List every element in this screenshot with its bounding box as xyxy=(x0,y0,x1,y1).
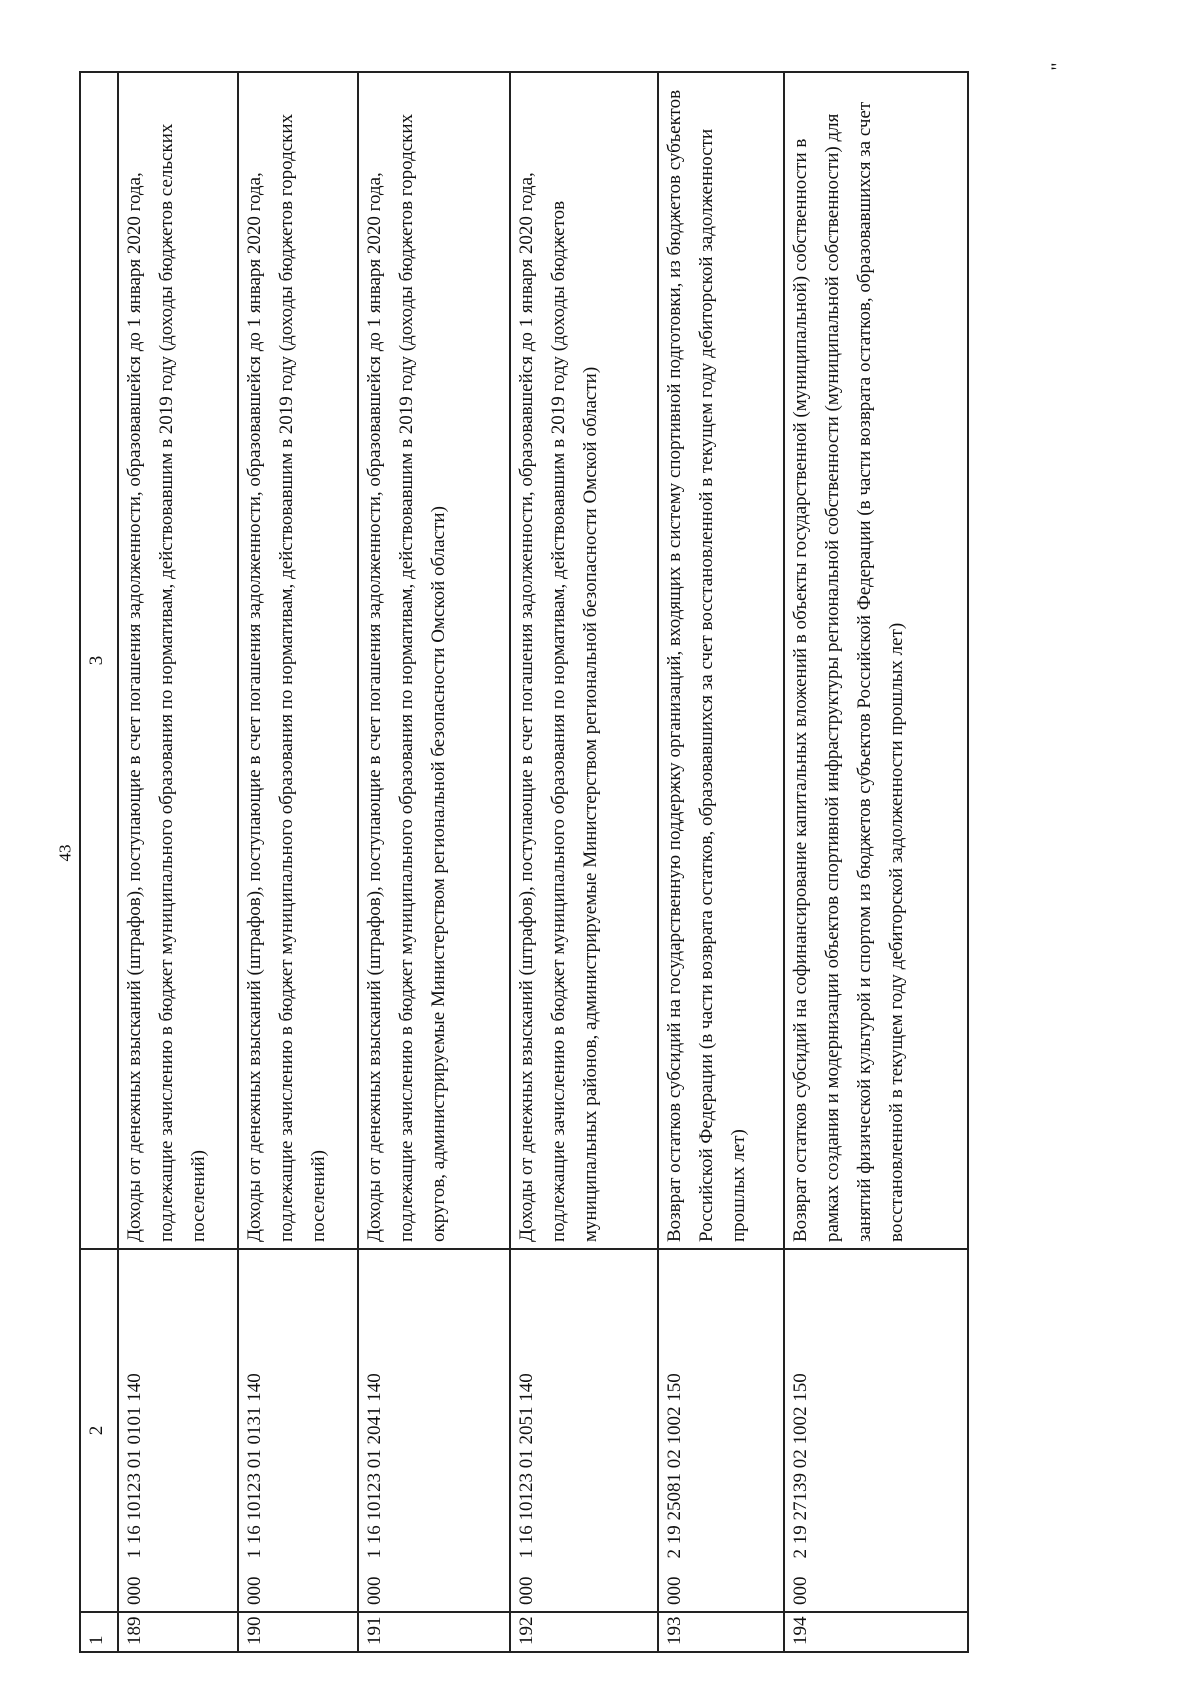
table-row xyxy=(118,72,238,1652)
code-prefix: 000 xyxy=(124,1576,145,1605)
table-row xyxy=(784,72,968,1652)
table-row xyxy=(510,72,658,1652)
table-frame xyxy=(79,73,1067,1653)
column-header-2: 2 xyxy=(80,1249,118,1612)
revenue-description: Доходы от денежных взысканий (штрафов), поступающие в счет погашения задолженности, образовавшейся до 1 января 2020 года, подлежащие зачислению в бюджет муниципального образования по нормативам, действовавшим в 2019 году (доходы бюджетов городских округов, администрируемые Министерством региональной безопасности Омской области) xyxy=(358,72,510,1249)
code-prefix: 000 xyxy=(244,1576,265,1605)
row-number: 193 xyxy=(658,1612,784,1652)
code-value: 1 16 10123 01 2051 140 xyxy=(516,1373,537,1559)
code-value: 2 19 25081 02 1002 150 xyxy=(664,1373,685,1559)
row-number: 192 xyxy=(510,1612,658,1652)
budget-code xyxy=(358,1249,510,1612)
revenue-description: Возврат остатков субсидий на государственную поддержку организаций, входящих в систему спортивной подготовки, из бюджетов субъектов Российской Федерации (в части возврата остатков, образовавшихся за счет восстановленной в текущем году дебиторской задолженности прошлых лет) xyxy=(658,72,784,1249)
table-row xyxy=(238,72,358,1652)
table-row xyxy=(358,72,510,1652)
code-value: 1 16 10123 01 0101 140 xyxy=(124,1373,145,1559)
code-prefix: 000 xyxy=(790,1576,811,1605)
code-prefix: 000 xyxy=(364,1576,385,1605)
budget-code xyxy=(238,1249,358,1612)
row-number: 189 xyxy=(118,1612,238,1652)
budget-code xyxy=(118,1249,238,1612)
row-number: 190 xyxy=(238,1612,358,1652)
budget-code xyxy=(784,1249,968,1612)
revenue-description: Доходы от денежных взысканий (штрафов), поступающие в счет погашения задолженности, образовавшейся до 1 января 2020 года, подлежащие зачислению в бюджет муниципального образования по нормативам, действовавшим в 2019 году (доходы бюджетов сельских поселений) xyxy=(118,72,238,1249)
revenue-codes-table xyxy=(79,71,969,1653)
revenue-description: Возврат остатков субсидий на софинансирование капитальных вложений в объекты государственной (муниципальной) собственности в рамках создания и модернизации объектов спортивной инфраструктуры региональной собственности (муниципальной собственности) для занятий физической культурой и спортом из бюджетов субъектов Российской Федерации (в части возврата остатков, образовавшихся за счет восстановленной в текущем году дебиторской задолженности прошлых лет) xyxy=(784,72,968,1249)
table-row xyxy=(658,72,784,1652)
row-number: 194 xyxy=(784,1612,968,1652)
header-row xyxy=(80,72,118,1652)
column-header-1: 1 xyxy=(80,1612,118,1652)
closing-quote-mark: " xyxy=(1047,62,1070,71)
budget-code xyxy=(658,1249,784,1612)
code-value: 2 19 27139 02 1002 150 xyxy=(790,1373,811,1559)
row-number: 191 xyxy=(358,1612,510,1652)
revenue-description: Доходы от денежных взысканий (штрафов), поступающие в счет погашения задолженности, образовавшейся до 1 января 2020 года, подлежащие зачислению в бюджет муниципального образования по нормативам, действовавшим в 2019 году (доходы бюджетов муниципальных районов, администрируемые Министерством региональной безопасности Омской области) xyxy=(510,72,658,1249)
code-prefix: 000 xyxy=(516,1576,537,1605)
revenue-description: Доходы от денежных взысканий (штрафов), поступающие в счет погашения задолженности, образовавшейся до 1 января 2020 года, подлежащие зачислению в бюджет муниципального образования по нормативам, действовавшим в 2019 году (доходы бюджетов городских поселений) xyxy=(238,72,358,1249)
budget-code xyxy=(510,1249,658,1612)
column-header-3: 3 xyxy=(80,72,118,1249)
code-value: 1 16 10123 01 0131 140 xyxy=(244,1373,265,1559)
code-value: 1 16 10123 01 2041 140 xyxy=(364,1373,385,1559)
rotated-table-container xyxy=(79,73,1067,1653)
page-number: 43 xyxy=(55,844,75,862)
code-prefix: 000 xyxy=(664,1576,685,1605)
